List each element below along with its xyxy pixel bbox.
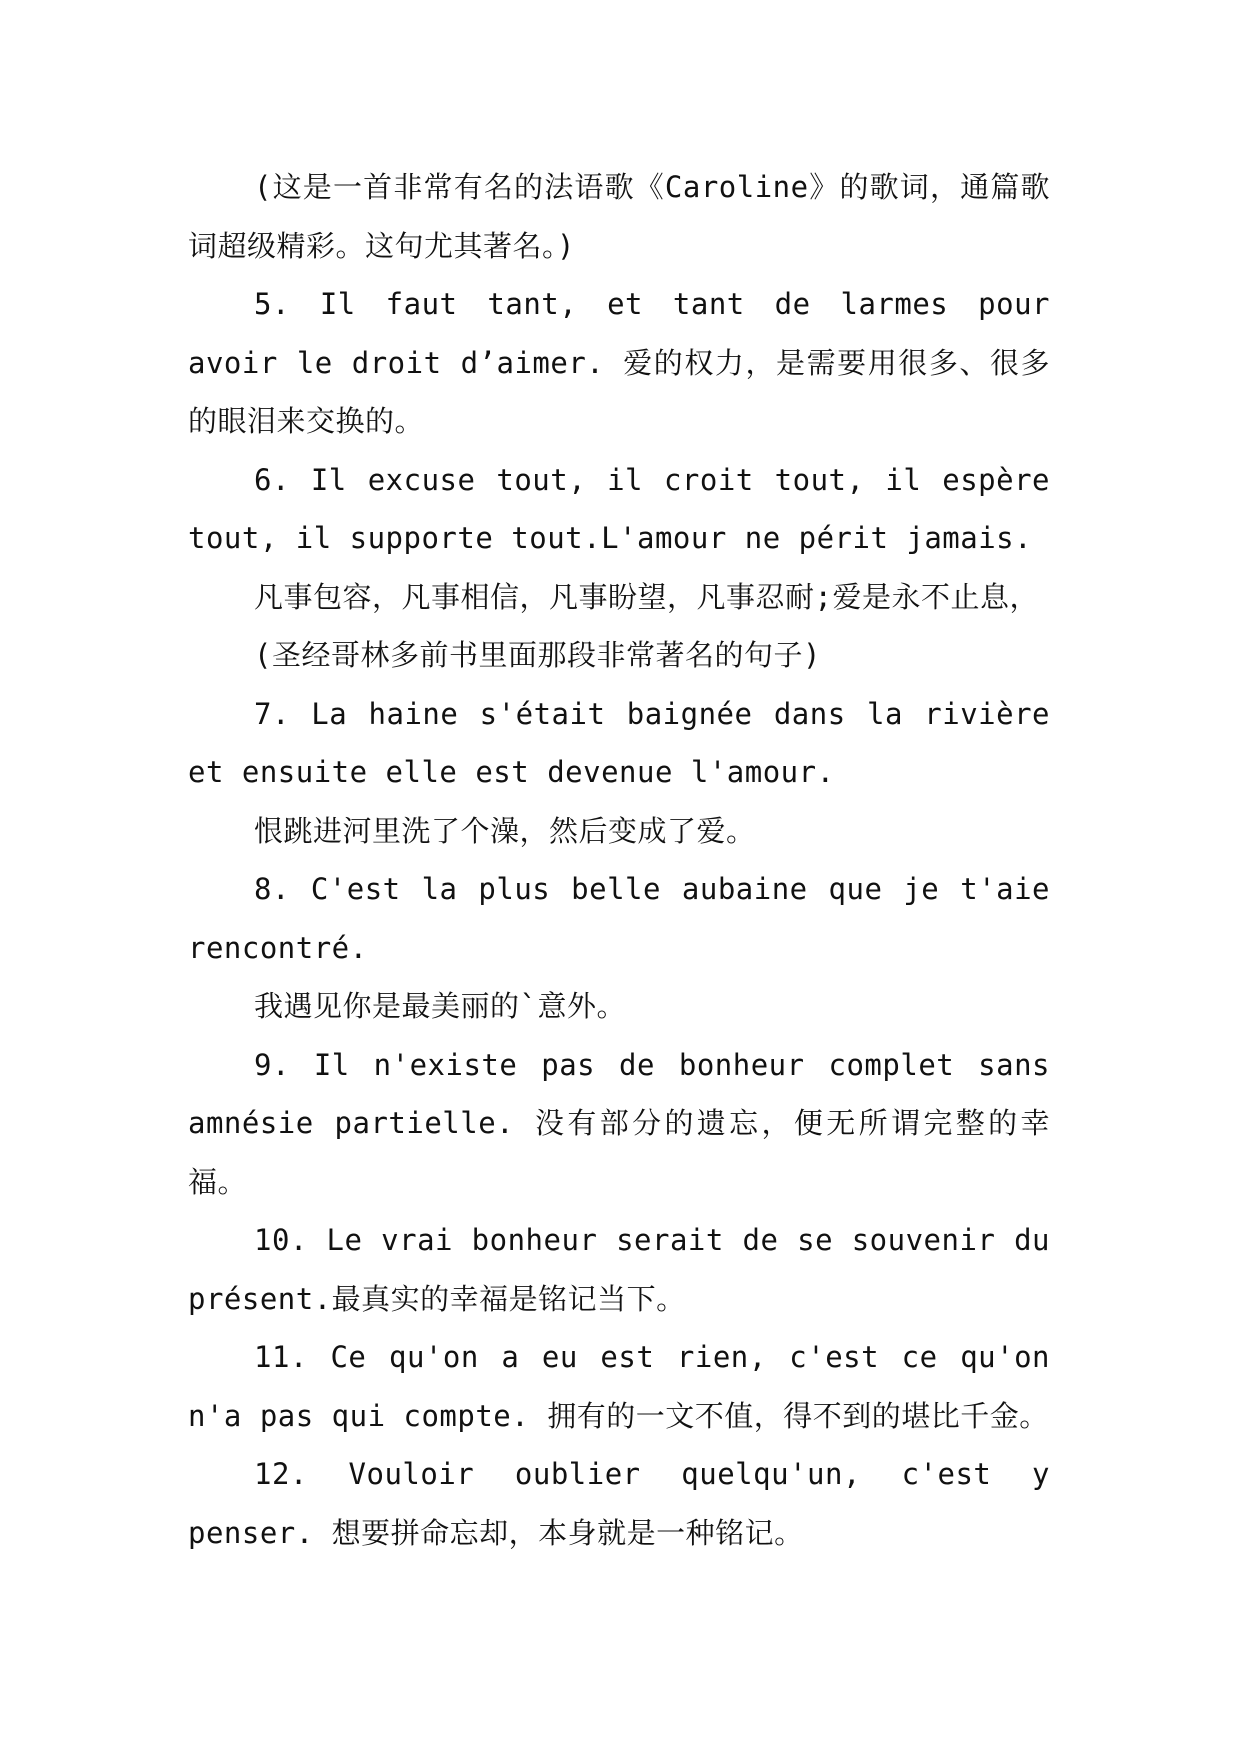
paragraph-quote-7-translation: 恨跳进河里洗了个澡，然后变成了爱。 [254,813,756,848]
paragraph-quote-7: 7. La haine s'était baignée dans la rivière et ensuite elle est devenue l'amour. [188,696,1050,789]
paragraph-quote-11: 11. Ce qu'on a eu est rien, c'est ce qu'on n'a pas qui compte. 拥有的一文不值，得不到的堪比千金。 [188,1340,1050,1433]
paragraph-quote-8: 8. C'est la plus belle aubaine que je t'aie rencontré. [188,872,1050,965]
paragraph-quote-9: 9. Il n'existe pas de bonheur complet sans amnésie partielle. 没有部分的遗忘，便无所谓完整的幸福。 [188,1047,1050,1199]
paragraph-quote-8-translation: 我遇见你是最美丽的`意外。 [254,989,626,1023]
paragraph-quote-10: 10. Le vrai bonheur serait de se souvenir du présent.最真实的幸福是铭记当下。 [188,1223,1050,1316]
paragraph-quote-5: 5. Il faut tant, et tant de larmes pour avoir le droit d’aimer. 爱的权力，是需要用很多、很多的眼泪来交换的。 [188,287,1050,438]
document-body [188,158,1050,1562]
paragraph-quote-6: 6. Il excuse tout, il croit tout, il espère tout, il supporte tout.L'amour ne périt jamais. [188,462,1050,555]
paragraph-quote-12: 12. Vouloir oublier quelqu'un, c'est y penser. 想要拼命忘却，本身就是一种铭记。 [188,1457,1050,1550]
paragraph-bible-note: (圣经哥林多前书里面那段非常著名的句子) [254,638,821,672]
paragraph-quote-6-translation: 凡事包容，凡事相信，凡事盼望，凡事忍耐;爱是永不止息， [254,579,1039,614]
paragraph-caroline-note: (这是一首非常有名的法语歌《Caroline》的歌词，通篇歌词超级精彩。这句尤其著名。) [188,170,1050,263]
